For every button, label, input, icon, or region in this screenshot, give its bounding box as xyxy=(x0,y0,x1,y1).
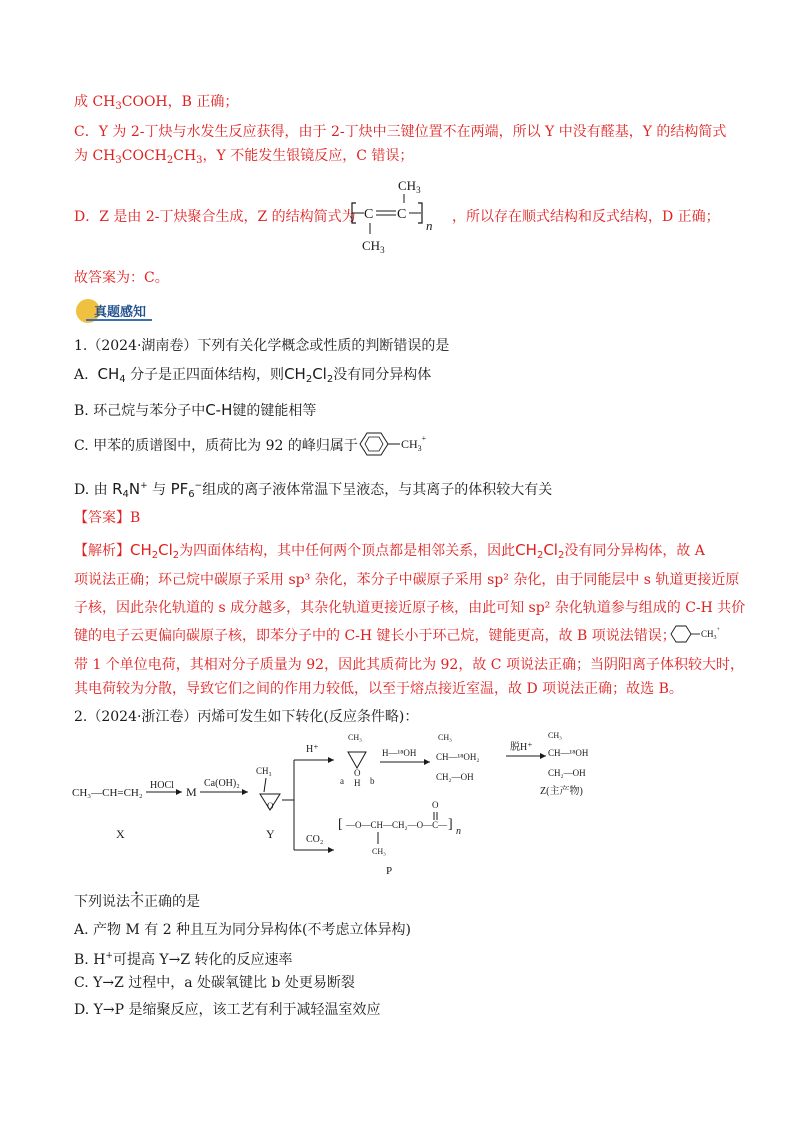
reagent-caoh2: Ca(OH)₂ xyxy=(204,778,240,789)
epoxide-ring xyxy=(348,752,366,768)
compound-m: M xyxy=(186,785,197,799)
badge-label: 真题感知 xyxy=(94,305,147,320)
repeat-n: n xyxy=(456,826,461,837)
formula-pf6: $PF_6^-$ xyxy=(170,480,203,500)
label-y: Y xyxy=(266,827,275,841)
text: D. 由 xyxy=(74,482,108,498)
intermediate-ch: CH—¹⁸OH₂ xyxy=(436,752,480,762)
formula-ch: C-H xyxy=(205,401,233,419)
text: 分子是正四面体结构，则 xyxy=(130,367,285,383)
arrowhead xyxy=(176,789,182,795)
text: 【解析】 xyxy=(74,543,130,559)
q2-option-a: A. 产物 M 有 2 种且互为同分异构体(不考虑立体异构) xyxy=(74,922,411,938)
label-b: b xyxy=(370,776,375,786)
hydrogen: H xyxy=(354,778,361,788)
z-bottom-ch3: $CH_3$ xyxy=(362,238,385,255)
q1-option-a xyxy=(74,364,431,390)
reagent-co2: CO₂ xyxy=(306,834,324,845)
text: 为四面体结构，其中任何两个顶点都是相邻关系，因此 xyxy=(179,543,516,559)
explain-line-4-post: ，所以存在顺式结构和反式结构，D 正确； xyxy=(452,209,720,225)
arrowhead xyxy=(424,759,430,765)
q1-analysis-line-3: 子核，因此杂化轨道的 s 成分越多，其杂化轨道更接近原子核，由此可知 sp² 杂化轨道参与组成的 C-H 共价 xyxy=(74,600,746,616)
oxygen: O xyxy=(354,768,361,778)
q2-question xyxy=(74,892,200,912)
arrowhead xyxy=(540,753,546,759)
q2-option-d: D. Y→P 是缩聚反应，该工艺有利于减轻温室效应 xyxy=(74,1002,381,1018)
ch3: CH₃ xyxy=(372,847,386,856)
explain-line-4-pre: D．Z 是由 2-丁炔聚合生成，Z 的结构简式为 xyxy=(74,209,356,225)
explain-line-1 xyxy=(74,92,238,117)
conclusion: 故答案为：C。 xyxy=(74,270,169,286)
text: COCH xyxy=(121,148,167,164)
q1-analysis-line-6: 其电荷较为分散，导致它们之间的作用力较低，以至于熔点接近室温，故 D 项说法正确；故选 B。 xyxy=(74,681,683,697)
label-x: X xyxy=(116,827,125,841)
reagent-hocl: HOCl xyxy=(150,780,174,791)
q2-option-c: C. Y→Z 过程中，a 处碳氧键比 b 处更易断裂 xyxy=(74,975,355,991)
q1-option-c xyxy=(74,436,358,456)
arrowhead xyxy=(242,789,248,795)
subscript: 3 xyxy=(115,101,122,112)
z-ch: CH—¹⁸OH xyxy=(548,748,589,758)
text: 下列说法 xyxy=(74,894,130,910)
ch3: CH₃ xyxy=(348,733,362,742)
text: 的是 xyxy=(172,894,200,910)
text: 成 CH xyxy=(74,94,116,110)
text: 组成的离子液体常温下呈液态，与其离子的体积较大有关 xyxy=(202,482,553,498)
propene-formula: CH₃—CH=CH₂ xyxy=(72,787,143,799)
reaction-scheme xyxy=(70,730,670,880)
bond xyxy=(264,778,266,792)
p-bracket-left: [ xyxy=(338,817,343,832)
carbon-left: C xyxy=(364,207,374,222)
deprotonation: 脱H⁺ xyxy=(510,742,533,753)
q1-stem: 1.（2024·湖南卷）下列有关化学概念或性质的判断错误的是 xyxy=(74,338,450,354)
epoxide-oxygen: O xyxy=(267,801,274,811)
formula-ch2cl2: $CH_2Cl_2$ xyxy=(515,541,565,561)
label-p: P xyxy=(386,865,393,877)
formula-r4n: $R_4N^+$ xyxy=(112,480,148,500)
text: 与 xyxy=(152,482,167,498)
explain-line-2: C．Y 为 2-丁炔与水发生反应获得，由于 2-丁炔中三键位置不在两端，所以 Y 中没有醛基，Y 的结构简式 xyxy=(74,124,727,140)
text: CH xyxy=(173,148,197,164)
toluene-cation-small xyxy=(668,621,728,647)
text: 可提高 Y→Z 转化的反应速率 xyxy=(112,952,293,968)
text: 没有同分异构体，故 A xyxy=(564,543,705,559)
q1-analysis-line-1 xyxy=(74,540,705,566)
text: 为 CH xyxy=(74,148,116,164)
toluene-cation-structure xyxy=(356,428,436,460)
subscript: 3 xyxy=(115,155,122,166)
arrowhead xyxy=(328,847,334,853)
q1-option-b xyxy=(74,400,316,421)
q2-stem: 2.（2024·浙江卷）丙烯可发生如下转化(反应条件略)： xyxy=(74,709,419,725)
text: C. 甲苯的质谱图中，质荷比为 92 的峰归属于 xyxy=(74,438,358,454)
q1-analysis-line-2: 项说法正确；环己烷中碳原子采用 sp³ 杂化，苯分子中碳原子采用 sp² 杂化，由于同能层中 s 轨道更接近原 xyxy=(74,572,740,588)
repeat-n: n xyxy=(426,218,433,233)
text: COOH，B 正确； xyxy=(121,94,239,110)
arrowhead xyxy=(328,757,334,763)
superscript: + xyxy=(105,951,113,961)
text: 没有同分异构体 xyxy=(333,367,432,383)
carbonyl-o: O xyxy=(432,800,439,810)
formula-ch2cl2: $CH_2Cl_2$ xyxy=(130,541,180,561)
text: B. 环己烷与苯分子中 xyxy=(74,403,206,419)
z-top-ch3: $CH_3$ xyxy=(398,178,421,195)
text: A. xyxy=(74,367,89,383)
benzene-ring xyxy=(360,433,388,455)
label-a: a xyxy=(340,776,344,786)
q2-option-b xyxy=(74,946,293,970)
water-18o: H—¹⁸OH xyxy=(382,748,417,758)
benzene-inner xyxy=(365,437,383,451)
reagent-h-plus: H⁺ xyxy=(306,744,319,755)
subscript: 2 xyxy=(166,155,174,166)
polymer-z-structure xyxy=(346,170,456,260)
polymer-p: —O—CH—CH₂—O—C— xyxy=(346,820,448,830)
ch3: CH₃ xyxy=(548,731,562,740)
intermediate-ch2oh: CH₂—OH xyxy=(436,772,474,782)
benzene-ring xyxy=(671,626,691,642)
emphasis-text: 不正确 xyxy=(130,894,172,910)
section-badge xyxy=(74,297,158,325)
q1-analysis-line-5: 带 1 个单位电荷，其相对分子质量为 92，因此其质荷比为 92，故 C 项说法正确；当阴阳离子体积较大时， xyxy=(74,657,744,673)
explain-line-3 xyxy=(74,146,413,171)
subscript: 3 xyxy=(196,155,203,166)
ch3-cation: $CH_3^+$ xyxy=(401,434,427,453)
text: 键的键能相等 xyxy=(232,403,317,419)
y-ch3: CH₃ xyxy=(256,766,272,776)
text: B. H xyxy=(74,952,106,968)
q1-answer: 【答案】B xyxy=(74,510,141,526)
formula-ch2cl2: $CH_2Cl_2$ xyxy=(284,365,334,385)
q1-analysis-line-4: 键的电子云更偏向碳原子核，即苯分子中的 C-H 键长小于环己烷，键能更高，故 B 项说法错误； xyxy=(74,628,676,644)
ch3: CH₃ xyxy=(438,733,452,742)
p-bracket-right: ] xyxy=(448,817,453,832)
carbon-right: C xyxy=(397,207,407,222)
ch3-cation: $CH_3^+$ xyxy=(701,627,720,641)
formula-ch4: $CH_4$ xyxy=(97,365,126,385)
text: ，Y 不能发生银镜反应，C 错误； xyxy=(202,148,414,164)
z-ch2oh: CH₂—OH xyxy=(548,768,586,778)
label-z: Z(主产物) xyxy=(540,786,583,797)
q1-option-d xyxy=(74,476,552,505)
